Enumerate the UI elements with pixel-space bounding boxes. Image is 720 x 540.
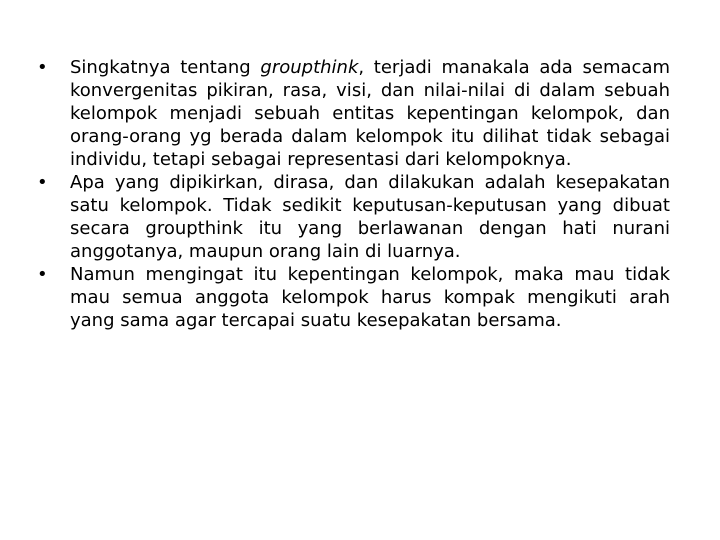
bullet-icon: • <box>37 264 48 285</box>
bullet-item-group-agreement <box>30 171 670 263</box>
bullet-text: Apa yang dipikirkan, dirasa, dan dilakukan adalah kesepakatan satu kelompok. Tidak sedikit keputusan-keputusan yang dibuat secara groupthink itu yang berlawanan dengan hati nurani anggotanya, maupun orang lain di luarnya. <box>70 172 670 262</box>
bullet-text-before: Singkatnya tentang <box>70 57 261 78</box>
bullet-item-groupthink-definition <box>30 56 670 171</box>
bullet-icon: • <box>37 57 48 78</box>
bullet-text: Namun mengingat itu kepentingan kelompok, maka mau tidak mau semua anggota kelompok harus kompak mengikuti arah yang sama agar tercapai suatu kesepakatan bersama. <box>70 264 670 331</box>
bullet-text-emphasis: groupthink <box>260 57 359 78</box>
bullet-text-after: , terjadi manakala ada semacam konvergenitas pikiran, rasa, visi, dan nilai-nilai di dalam sebuah kelompok menjadi sebuah entitas kepentingan kelompok, dan orang-orang yg berada dalam kelompok itu dilihat tidak sebagai individu, tetapi sebagai representasi dari kelompoknya. <box>70 57 671 170</box>
bullet-icon: • <box>37 172 48 193</box>
bullet-item-group-interest <box>30 263 670 332</box>
bullet-list <box>30 56 670 332</box>
bullet-text <box>70 57 670 170</box>
